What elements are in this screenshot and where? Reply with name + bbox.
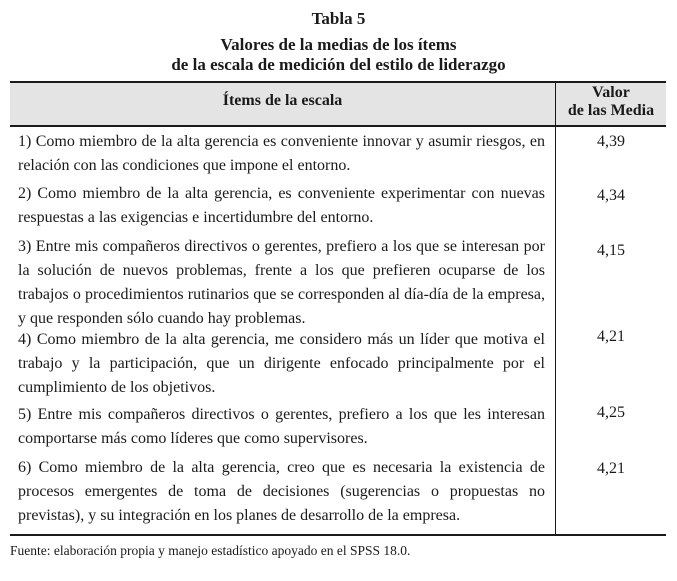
- source-note: Fuente: elaboración propia y manejo estadístico apoyado en el SPSS 18.0.: [10, 543, 411, 558]
- row-1-item: 1) Como miembro de la alta gerencia es conveniente innovar y asumir riesgos, en relación con las condiciones que impone el entorno.: [18, 133, 545, 174]
- row-1-value: 4,39: [597, 133, 625, 150]
- header-value-line-1: Valor: [592, 84, 630, 101]
- row-4-value: 4,21: [597, 328, 625, 345]
- header-value: [556, 84, 666, 120]
- header-value-line-2: de las Media: [567, 102, 655, 119]
- table-title-line-1: Valores de la medias de los ítems: [220, 35, 457, 54]
- row-6-item: 6) Como miembro de la alta gerencia, creo que es necesaria la existencia de procesos emergentes de toma de decisiones (sugerencias o propuestas no previstas), y su integración en los planes de desarrollo de la empresa.: [18, 459, 545, 524]
- data-table: [10, 81, 666, 536]
- row-3-item: 3) Entre mis compañeros directivos o gerentes, prefiero a los que se interesan por la solución de nuevos problemas, frente a los que prefieren ocuparse de los trabajos o procedimientos rutinarios que se corresponden al día-día de la empresa, y que responden sólo cuando hay problemas.: [18, 238, 545, 327]
- table-top-rule: [10, 81, 666, 83]
- row-2-value: 4,34: [597, 187, 625, 204]
- row-3-value: 4,15: [597, 242, 625, 259]
- header-items: Ítems de la escala: [222, 92, 343, 109]
- row-4-item: 4) Como miembro de la alta gerencia, me considero más un líder que motiva el trabajo y la participación, que un dirigente enfocado principalmente por el cumplimiento de los objetivos.: [18, 331, 545, 396]
- row-5-item: 5) Entre mis compañeros directivos o gerentes, prefiero a los que les interesan comportarse más como líderes que como supervisores.: [18, 406, 545, 447]
- row-2-item: 2) Como miembro de la alta gerencia, es conveniente experimentar con nuevas respuestas a las exigencias e incertidumbre del entorno.: [18, 185, 545, 226]
- table-bottom-rule: [10, 534, 666, 536]
- table-number: Tabla 5: [311, 9, 366, 28]
- row-5-value: 4,25: [597, 404, 625, 421]
- table-header-rule: [10, 125, 666, 127]
- row-6-value: 4,21: [597, 460, 625, 477]
- table-title-line-2: de la escala de medición del estilo de liderazgo: [171, 55, 506, 74]
